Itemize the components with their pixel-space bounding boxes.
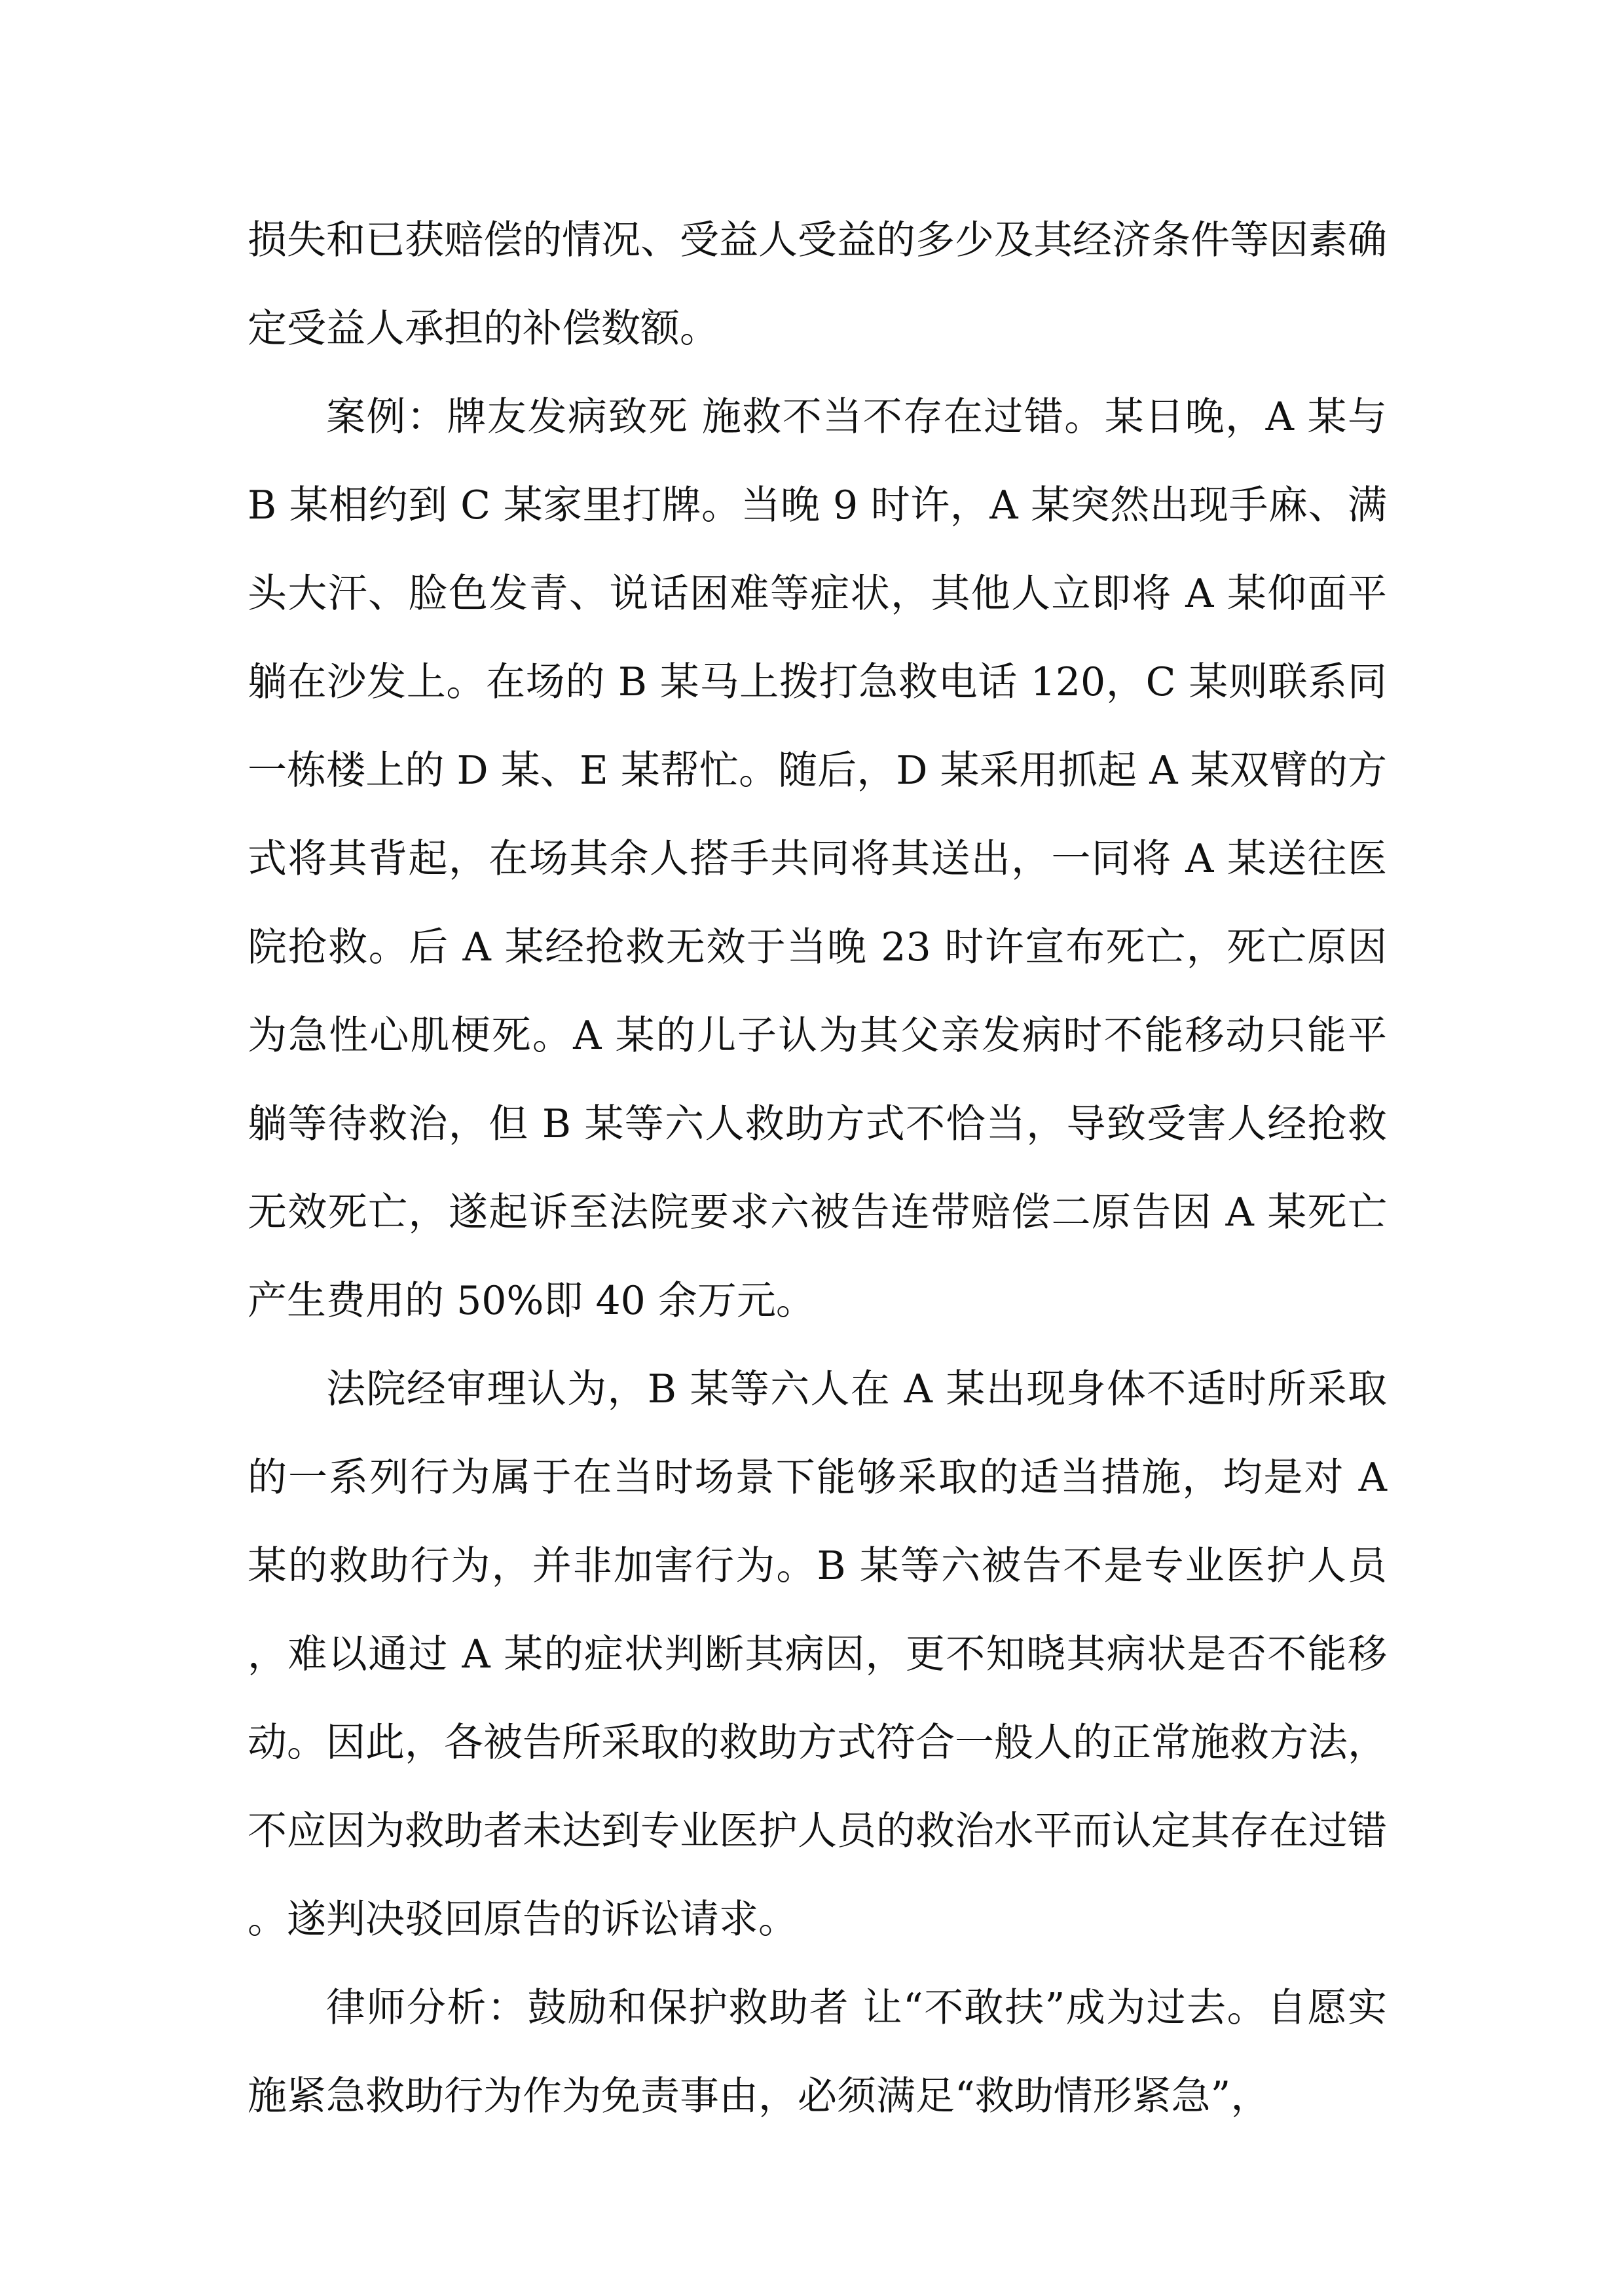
document-body (248, 196, 1387, 2141)
paragraph-lawyer-analysis: 律师分析：鼓励和保护救助者 让“不敢扶”成为过去。自愿实施紧急救助行为作为免责事由，必须满足“救助情形紧急”， (248, 1985, 1387, 2119)
paragraph-court-ruling: 法院经审理认为，B 某等六人在 A 某出现身体不适时所采取的一系列行为属于在当时场景下能够采取的适当措施，均是对 A 某的救助行为，并非加害行为。B 某等六被告不是专业医护人员，难以通过 A 某的症状判断其病因，更不知晓其病状是否不能移动。因此，各被告所采取的救助方式符合一般人的正常施救方法，不应因为救助者未达到专业医护人员的救治水平而认定其存在过错。遂判决驳回原告的诉讼请求。 (248, 1366, 1387, 1942)
paragraph-compensation-amount: 损失和已获赔偿的情况、受益人受益的多少及其经济条件等因素确定受益人承担的补偿数额。 (248, 217, 1387, 352)
paragraph-case-example: 案例：牌友发病致死 施救不当不存在过错。某日晚，A 某与 B 某相约到 C 某家里打牌。当晚 9 时许，A 某突然出现手麻、满头大汗、脸色发青、说话困难等症状，其他人立即将 A 某仰面平躺在沙发上。在场的 B 某马上拨打急救电话 120，C 某则联系同一栋楼上的 D 某、E 某帮忙。随后，D 某采用抓起 A 某双臂的方式将其背起，在场其余人搭手共同将其送出，一同将 A 某送往医院抢救。后 A 某经抢救无效于当晚 23 时许宣布死亡，死亡原因为急性心肌梗死。A 某的儿子认为其父亲发病时不能移动只能平躺等待救治，但 B 某等六人救助方式不恰当，导致受害人经抢救无效死亡，遂起诉至法院要求六被告连带赔偿二原告因 A 某死亡产生费用的 50%即 40 余万元。 (248, 394, 1387, 1324)
